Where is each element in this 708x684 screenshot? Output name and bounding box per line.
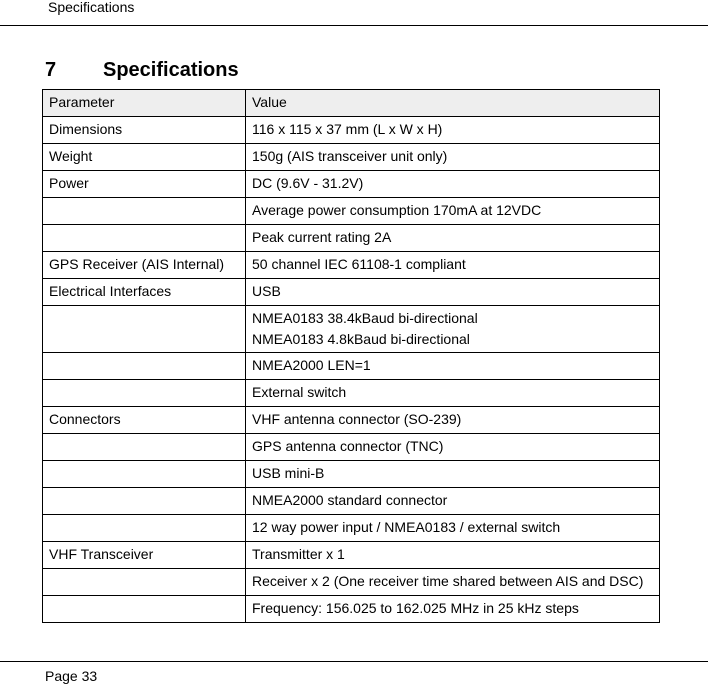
parameter-cell (43, 306, 246, 353)
table-body (43, 117, 660, 623)
parameter-cell (43, 434, 246, 461)
specifications-table (42, 89, 660, 623)
parameter-cell (43, 225, 246, 252)
table-row (43, 198, 660, 225)
value-line: External switch (252, 384, 347, 400)
value-line: 12 way power input / NMEA0183 / external switch (252, 519, 561, 535)
table-row (43, 279, 660, 306)
value-line: NMEA0183 4.8kBaud bi-directional (252, 331, 470, 347)
running-header: Specifications (48, 0, 135, 15)
section-heading (45, 58, 239, 82)
section-title: Specifications (103, 59, 239, 81)
value-cell (246, 117, 660, 144)
value-cell (246, 252, 660, 279)
table-row (43, 542, 660, 569)
parameter-cell (43, 596, 246, 623)
value-cell (246, 171, 660, 198)
column-header-value: Value (246, 90, 660, 117)
value-cell (246, 596, 660, 623)
value-line: DC (9.6V - 31.2V) (252, 175, 364, 191)
parameter-cell: Electrical Interfaces (43, 279, 246, 306)
table-row (43, 306, 660, 353)
table-row (43, 171, 660, 198)
section-number: 7 (45, 59, 57, 81)
value-line: Peak current rating 2A (252, 229, 392, 245)
parameter-cell (43, 488, 246, 515)
value-cell (246, 542, 660, 569)
value-line: NMEA2000 standard connector (252, 492, 448, 508)
value-cell (246, 306, 660, 353)
header-divider (0, 25, 708, 26)
value-line: NMEA2000 LEN=1 (252, 357, 371, 373)
parameter-cell: Connectors (43, 407, 246, 434)
value-line: GPS antenna connector (TNC) (252, 438, 444, 454)
table-row (43, 380, 660, 407)
table-row (43, 117, 660, 144)
parameter-cell (43, 515, 246, 542)
parameter-cell: GPS Receiver (AIS Internal) (43, 252, 246, 279)
parameter-cell (43, 569, 246, 596)
table-row (43, 353, 660, 380)
value-line: Receiver x 2 (One receiver time shared between AIS and DSC) (252, 573, 644, 589)
table-row (43, 461, 660, 488)
value-cell (246, 380, 660, 407)
value-line: USB (252, 283, 281, 299)
value-cell (246, 569, 660, 596)
parameter-cell: Power (43, 171, 246, 198)
table-row (43, 225, 660, 252)
value-cell (246, 515, 660, 542)
parameter-cell: Weight (43, 144, 246, 171)
table-row (43, 144, 660, 171)
value-cell (246, 144, 660, 171)
table-row (43, 515, 660, 542)
table-row (43, 407, 660, 434)
value-line: Frequency: 156.025 to 162.025 MHz in 25 kHz steps (252, 600, 579, 616)
value-cell (246, 488, 660, 515)
value-cell (246, 198, 660, 225)
value-line: 116 x 115 x 37 mm (L x W x H) (252, 121, 443, 137)
table-row (43, 488, 660, 515)
value-cell (246, 279, 660, 306)
footer-divider (0, 661, 708, 662)
value-cell (246, 461, 660, 488)
value-line: Average power consumption 170mA at 12VDC (252, 202, 542, 218)
value-cell (246, 225, 660, 252)
value-line: Transmitter x 1 (252, 546, 345, 562)
parameter-cell (43, 353, 246, 380)
table-row (43, 434, 660, 461)
table-row (43, 569, 660, 596)
value-line: 50 channel IEC 61108-1 compliant (252, 256, 466, 272)
parameter-cell (43, 198, 246, 225)
value-cell (246, 434, 660, 461)
table-row (43, 252, 660, 279)
value-line: 150g (AIS transceiver unit only) (252, 148, 448, 164)
parameter-cell (43, 380, 246, 407)
value-line: VHF antenna connector (SO-239) (252, 411, 462, 427)
column-header-parameter: Parameter (43, 90, 246, 117)
value-cell (246, 407, 660, 434)
parameter-cell: Dimensions (43, 117, 246, 144)
page-number: Page 33 (45, 668, 98, 684)
table-header-row (43, 90, 660, 117)
table-row (43, 596, 660, 623)
value-cell (246, 353, 660, 380)
value-line: NMEA0183 38.4kBaud bi-directional (252, 310, 478, 326)
value-line: USB mini-B (252, 465, 325, 481)
parameter-cell: VHF Transceiver (43, 542, 246, 569)
parameter-cell (43, 461, 246, 488)
